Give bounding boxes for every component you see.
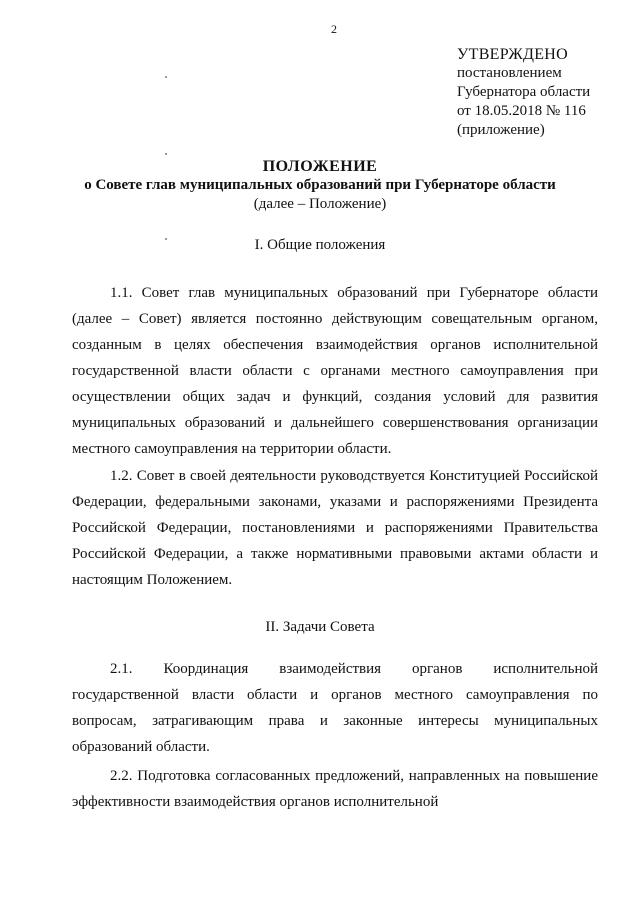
document-abbreviation-note: (далее – Положение) bbox=[253, 196, 387, 212]
document-title-block bbox=[0, 158, 640, 214]
section-heading-tasks: II. Задачи Совета bbox=[265, 619, 375, 635]
scan-speck bbox=[165, 238, 167, 240]
section-heading-general: I. Общие положения bbox=[254, 237, 386, 253]
approval-line-date-number: от 18.05.2018 № 116 bbox=[457, 103, 586, 119]
page-number: 2 bbox=[331, 22, 337, 36]
scan-speck bbox=[165, 153, 167, 155]
approval-line-governor: Губернатора области bbox=[457, 84, 591, 100]
approval-stamp-title: УТВЕРЖДЕНО bbox=[457, 46, 569, 63]
paragraph-2-2: 2.2. Подготовка согласованных предложений, направленных на повышение эффективности взаимодействия органов исполнительной bbox=[72, 768, 598, 810]
paragraph-1-2: 1.2. Совет в своей деятельности руководствуется Конституцией Российской Федерации, федеральными законами, указами и распоряжениями Президента Российской Федерации, постановлениями и распоряжениями Правительства Российской Федерации, а также нормативными правовыми актами области и настоящим Положением. bbox=[72, 468, 598, 588]
approval-stamp-block bbox=[457, 45, 590, 140]
document-subtitle: о Совете глав муниципальных образований при Губернаторе области bbox=[84, 177, 556, 193]
approval-line-appendix: (приложение) bbox=[457, 122, 545, 138]
paragraph-2-1: 2.1. Координация взаимодействия органов исполнительной государственной власти области и органов местного самоуправления по вопросам, затрагивающим права и законные интересы муниципальных образований области. bbox=[72, 661, 598, 755]
paragraph-1-1: 1.1. Совет глав муниципальных образований при Губернаторе области (далее – Совет) является постоянно действующим совещательным органом, созданным в целях обеспечения взаимодействия органов исполнительной государственной власти области с органами местного самоуправления при осуществлении общих задач и функций, создания условий для развития муниципальных образований и дальнейшего совершенствования организации местного самоуправления на территории области. bbox=[72, 285, 598, 457]
document-title: ПОЛОЖЕНИЕ bbox=[262, 158, 378, 175]
scan-speck bbox=[165, 76, 167, 78]
approval-line-decree: постановлением bbox=[457, 65, 562, 81]
